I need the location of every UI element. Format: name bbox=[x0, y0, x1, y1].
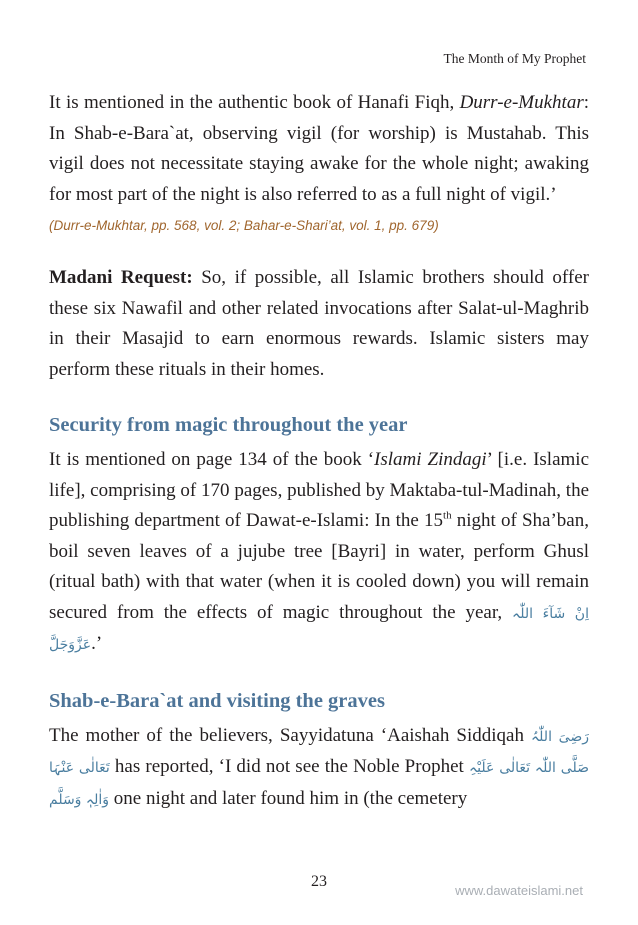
footer-url: www.dawateislami.net bbox=[455, 883, 583, 898]
section-heading-graves: Shab-e-Bara`at and visiting the graves bbox=[49, 689, 385, 712]
paragraph-durr-e-mukhtar: It is mentioned in the authentic book of Hanafi Fiqh, Durr-e-Mukhtar: In Shab-e-Bara`at, observing vigil (for worship) is Mustahab. This vigil does not necessitate staying awake for the whole night; awaking for most part of the night is also referred to as a full night of vigil.’ bbox=[49, 92, 589, 205]
page-number: 23 bbox=[311, 873, 327, 890]
madani-request-label: Madani Request: bbox=[49, 267, 193, 288]
arabic-phrase: اِنْ شَآءَ اللّٰہ عَزَّوَجَلَّ bbox=[49, 605, 589, 653]
paragraph-madani-request: Madani Request: So, if possible, all Islamic brothers should offer these six Nawafil and other related invocations after Salat-ul-Maghrib in their Masajid to earn enormous rewards. Islamic sisters may perform these rituals in their homes. bbox=[49, 267, 589, 380]
running-header: The Month of My Prophet bbox=[443, 51, 586, 66]
book-title: Durr-e-Mukhtar bbox=[459, 92, 584, 113]
arabic-phrase: صَلَّی اللّٰہ تَعَالٰی عَلَیْہِ وَاٰلِہٖ وَسَلَّم bbox=[49, 760, 589, 808]
page-body bbox=[49, 88, 589, 815]
citation: (Durr-e-Mukhtar, pp. 568, vol. 2; Bahar-e-Shari’at, vol. 1, pp. 679) bbox=[49, 218, 439, 233]
arabic-phrase: رَضِیَ اللّٰہُ تَعَالٰی عَنْہَا bbox=[49, 728, 590, 776]
paragraph-graves: The mother of the believers, Sayyidatuna ‘Aaishah Siddiqah رَضِیَ اللّٰہُ تَعَالٰی عَنْہَا has reported, ‘I did not see the Noble Prophet صَلَّی اللّٰہ تَعَالٰی عَلَیْہِ وَاٰلِہٖ وَسَلَّم one night and later found him in (the cemetery bbox=[49, 724, 590, 809]
book-title: Islami Zindagi bbox=[374, 449, 487, 470]
paragraph-magic: It is mentioned on page 134 of the book ‘Islami Zindagi’ [i.e. Islamic life], comprising of 170 pages, published by Maktaba-tul-Madinah, the publishing department of Dawat-e-Islami: In the 15th night of Sha’ban, boil seven leaves of a jujube tree [Bayri] in water, perform Ghusl (ritual bath) with that water (when it is cooled down) you will remain secured from the effects of magic throughout the year, اِنْ شَآءَ اللّٰہ عَزَّوَجَلَّ.’ bbox=[49, 449, 589, 654]
section-heading-magic: Security from magic throughout the year bbox=[49, 414, 408, 436]
